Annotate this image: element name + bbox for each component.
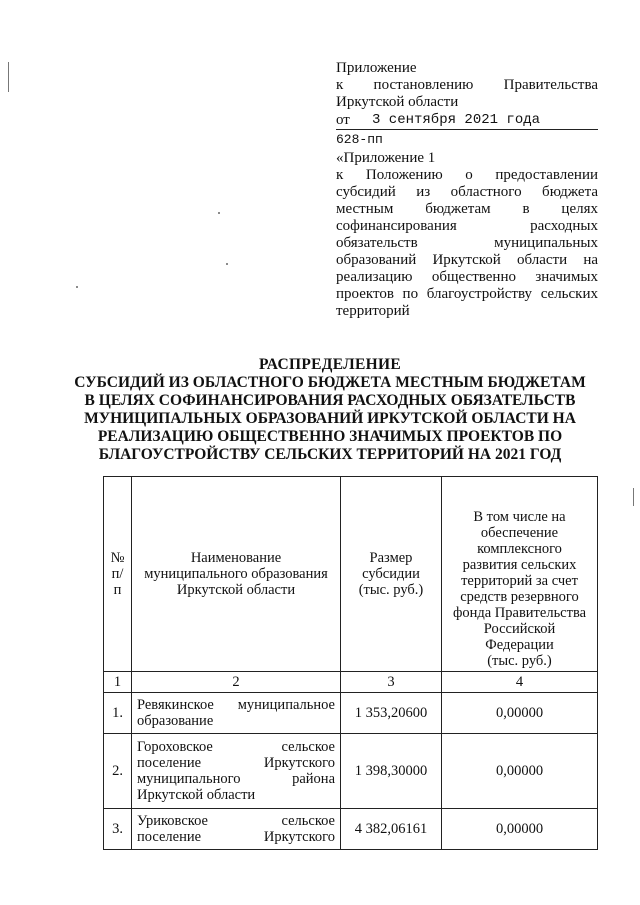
- name-line: Иркутской области: [137, 787, 256, 803]
- appendix-block: [336, 60, 598, 320]
- inner-appendix-label: «Приложение 1: [336, 150, 436, 166]
- scan-dot: [76, 286, 78, 288]
- title-line: СУБСИДИЙ ИЗ ОБЛАСТНОГО БЮДЖЕТА МЕСТНЫМ БЮДЖЕТАМ: [74, 374, 586, 391]
- column-number: 3: [341, 672, 442, 693]
- inner-appendix-text: местным бюджетам в целях: [336, 201, 598, 217]
- reserve-amount: 0,00000: [442, 809, 598, 850]
- inner-appendix-text: субсидий из областного бюджета: [336, 184, 598, 200]
- appendix-date-line: [336, 111, 598, 130]
- header-reserve: [442, 477, 598, 672]
- title-line: В ЦЕЛЯХ СОФИНАНСИРОВАНИЯ РАСХОДНЫХ ОБЯЗАТЕЛЬСТВ: [84, 392, 576, 409]
- scan-edge-mark: [633, 488, 634, 506]
- header-text: фонда Правительства: [452, 605, 587, 621]
- document-number: 628-пп: [336, 132, 383, 147]
- inner-appendix-text: обязательств муниципальных: [336, 235, 598, 251]
- name-line: Ревякинское муниципальное: [137, 697, 335, 713]
- name-line: образование: [137, 713, 214, 729]
- inner-appendix-text: реализацию общественно значимых: [336, 269, 598, 285]
- name-line: Гороховское сельское: [137, 739, 335, 755]
- scan-edge-mark: [8, 62, 9, 92]
- header-amount: [341, 477, 442, 672]
- header-text: п: [113, 582, 122, 598]
- header-text: Федерации: [485, 637, 554, 653]
- scan-dot: [218, 212, 220, 214]
- row-number: 1.: [104, 693, 132, 734]
- column-number-row: [104, 672, 598, 693]
- reserve-amount: 0,00000: [442, 693, 598, 734]
- header-text: Наименование: [190, 550, 282, 566]
- reserve-amount: 0,00000: [442, 734, 598, 809]
- subsidy-amount: 1 398,30000: [341, 734, 442, 809]
- appendix-resolution: к постановлению Правительства: [336, 77, 598, 93]
- table-row: [104, 809, 598, 850]
- header-text: №: [110, 550, 125, 566]
- name-line: поселение Иркутского: [137, 829, 335, 845]
- inner-appendix-text: проектов по благоустройству сельских: [336, 286, 598, 302]
- title-line: РЕАЛИЗАЦИЮ ОБЩЕСТВЕННО ЗНАЧИМЫХ ПРОЕКТОВ ПО: [97, 428, 563, 445]
- header-text: Иркутской области: [176, 582, 296, 598]
- header-text: Размер: [369, 550, 413, 566]
- title-line: МУНИЦИПАЛЬНЫХ ОБРАЗОВАНИЙ ИРКУТСКОЙ ОБЛАСТИ НА: [84, 410, 576, 427]
- header-text: (тыс. руб.): [487, 653, 552, 669]
- header-text: территорий за счет: [461, 573, 578, 589]
- inner-appendix-text: к Положению о предоставлении: [336, 167, 598, 183]
- header-text: комплексного: [477, 541, 562, 557]
- header-text: п/: [111, 566, 124, 582]
- municipality-name: [132, 809, 341, 850]
- appendix-region: Иркутской области: [336, 94, 459, 110]
- header-text: Российской: [483, 621, 556, 637]
- municipality-name: [132, 734, 341, 809]
- name-line: Уриковское сельское: [137, 813, 335, 829]
- row-number: 3.: [104, 809, 132, 850]
- column-number: 2: [132, 672, 341, 693]
- column-number: 4: [442, 672, 598, 693]
- municipality-name: [132, 693, 341, 734]
- table-row: [104, 734, 598, 809]
- header-text: муниципального образования: [144, 566, 328, 582]
- table-header-row: [104, 477, 598, 672]
- subsidy-amount: 4 382,06161: [341, 809, 442, 850]
- inner-appendix-text: софинансирования расходных: [336, 218, 598, 234]
- inner-appendix-text: территорий: [336, 303, 410, 319]
- date-prefix: от: [336, 112, 350, 128]
- table-row: [104, 693, 598, 734]
- column-number: 1: [104, 672, 132, 693]
- name-line: муниципального района: [137, 771, 335, 787]
- document-title: [60, 356, 600, 464]
- header-text: (тыс. руб.): [358, 582, 424, 598]
- appendix-label: Приложение: [336, 60, 417, 76]
- row-number: 2.: [104, 734, 132, 809]
- date-value: 3 сентября 2021 года: [372, 112, 541, 128]
- header-text: В том числе на: [473, 509, 566, 525]
- header-number: [104, 477, 132, 672]
- name-line: поселение Иркутского: [137, 755, 335, 771]
- subsidy-amount: 1 353,20600: [341, 693, 442, 734]
- header-text: субсидии: [362, 566, 420, 582]
- inner-appendix-text: образований Иркутской области на: [336, 252, 598, 268]
- title-line: БЛАГОУСТРОЙСТВУ СЕЛЬСКИХ ТЕРРИТОРИЙ НА 2021 ГОД: [98, 446, 562, 463]
- title-line: РАСПРЕДЕЛЕНИЕ: [259, 356, 401, 373]
- scan-dot: [226, 263, 228, 265]
- header-text: обеспечение: [480, 525, 559, 541]
- header-text: развития сельских: [462, 557, 577, 573]
- header-text: средств резервного: [460, 589, 579, 605]
- subsidy-table: [103, 476, 598, 850]
- header-name: [132, 477, 341, 672]
